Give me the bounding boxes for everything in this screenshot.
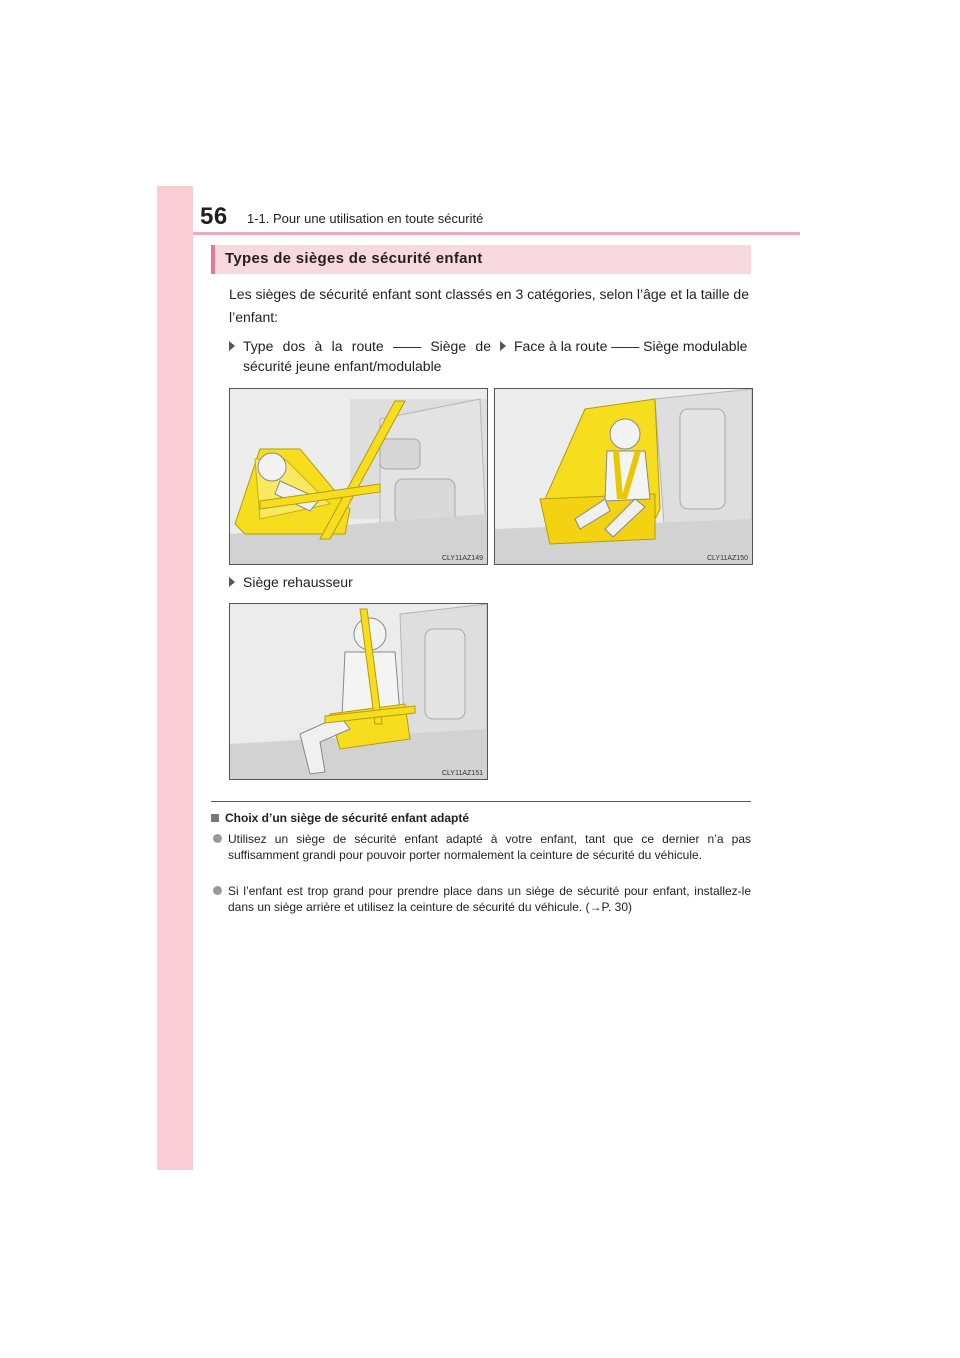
note-text: Si l’enfant est trop grand pour prendre place dans un siège de sécurité pour enfant, installez-le dans un siège arrière et utilisez la ceinture de sécurité du véhicule. (→P. 30) xyxy=(228,884,751,914)
illustration-forward-facing-seat xyxy=(494,388,753,565)
caption-booster-seat xyxy=(229,572,479,592)
caption-rear-facing xyxy=(229,336,491,376)
notes-divider xyxy=(211,801,751,802)
triangle-bullet-icon xyxy=(229,341,235,351)
note-bullet xyxy=(213,831,751,863)
caption-text: Face à la route —— Siège modulable xyxy=(514,338,748,354)
caption-forward-facing xyxy=(500,336,752,356)
circle-bullet-icon xyxy=(213,886,222,895)
intro-paragraph: Les sièges de sécurité enfant sont classés en 3 catégories, selon l’âge et la taille de l’enfant: xyxy=(229,286,749,325)
notes-heading xyxy=(211,811,469,825)
illustration-rear-facing-seat xyxy=(229,388,488,565)
side-margin-band xyxy=(157,186,193,1170)
circle-bullet-icon xyxy=(213,834,222,843)
illustration-code: CLY11AZ149 xyxy=(442,555,483,562)
triangle-bullet-icon xyxy=(229,577,235,587)
triangle-bullet-icon xyxy=(500,341,506,351)
section-header xyxy=(211,245,751,274)
chapter-title: 1-1. Pour une utilisation en toute sécurité xyxy=(247,211,484,226)
illustration-code: CLY11AZ150 xyxy=(707,555,748,562)
section-accent xyxy=(211,245,215,274)
note-bullet xyxy=(213,883,751,915)
illustration-booster-seat xyxy=(229,603,488,780)
header-rule xyxy=(193,232,800,235)
note-text: Utilisez un siège de sécurité enfant adapté à votre enfant, tant que ce dernier n’a pas suffisamment grandi pour pouvoir porter normalement la ceinture de sécurité du véhicule. xyxy=(228,832,751,862)
section-title: Types de sièges de sécurité enfant xyxy=(225,250,483,267)
square-bullet-icon xyxy=(211,814,219,822)
page-number: 56 xyxy=(200,203,228,230)
notes-heading-text: Choix d’un siège de sécurité enfant adapté xyxy=(225,811,470,825)
caption-text: Siège rehausseur xyxy=(243,574,353,590)
caption-text: Type dos à la route —— Siège de sécurité jeune enfant/modulable xyxy=(243,338,491,374)
illustration-code: CLY11AZ151 xyxy=(442,770,483,777)
